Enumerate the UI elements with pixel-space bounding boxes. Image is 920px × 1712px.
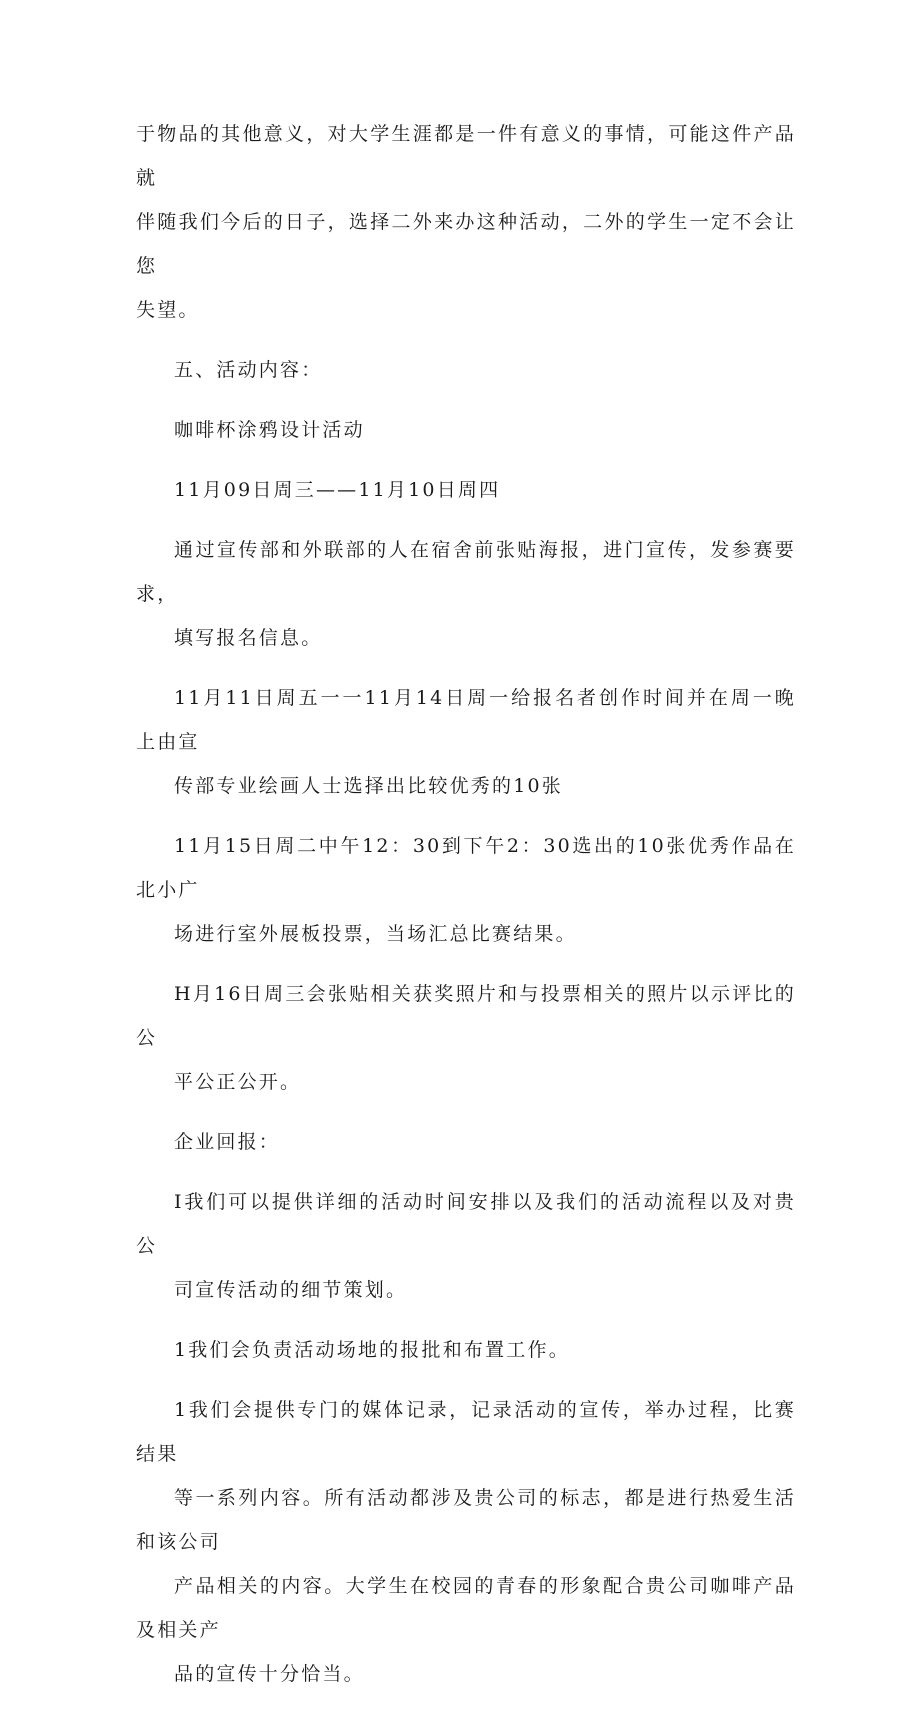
text-line: 五、活动内容：	[174, 359, 323, 381]
text-line: 企业回报：	[174, 1131, 281, 1153]
text-line: 11月15日周二中午12：30到下午2：30选出的10张优秀作品在北小广	[136, 835, 796, 901]
text-line: 品的宣传十分恰当。	[174, 1663, 365, 1685]
text-line: 司宣传活动的细节策划。	[174, 1279, 408, 1301]
text-line: 11月11日周五一一11月14日周一给报名者创作时间并在周一晚上由宣	[136, 687, 796, 753]
text-line: 1我们会提供专门的媒体记录，记录活动的宣传，举办过程，比赛结果	[136, 1399, 796, 1465]
text-line: 等一系列内容。所有活动都涉及贵公司的标志，都是进行热爱生活和该公司	[136, 1487, 796, 1553]
paragraph-intro-continuation	[136, 112, 796, 332]
text-line: 咖啡杯涂鸦设计活动	[174, 419, 365, 441]
paragraph-return-venue	[136, 1328, 796, 1372]
document-body	[136, 112, 796, 1712]
text-line: 伴随我们今后的日子，选择二外来办这种活动，二外的学生一定不会让您	[136, 211, 796, 277]
text-line: 通过宣传部和外联部的人在宿舍前张贴海报，进门宣传，发参赛要求，	[136, 539, 796, 605]
paragraph-return-media	[136, 1388, 796, 1696]
text-line: 11月09日周三——11月10日周四	[174, 479, 501, 501]
paragraph-results-posting	[136, 972, 796, 1104]
text-line: 失望。	[136, 299, 200, 321]
text-line: 场进行室外展板投票，当场汇总比赛结果。	[174, 923, 577, 945]
activity-date-range	[136, 468, 796, 512]
activity-title	[136, 408, 796, 452]
text-line: H月16日周三会张贴相关获奖照片和与投票相关的照片以示评比的公	[136, 983, 796, 1049]
text-line: 于物品的其他意义，对大学生涯都是一件有意义的事情，可能这件产品就	[136, 123, 796, 189]
paragraph-return-schedule	[136, 1180, 796, 1312]
text-line: 填写报名信息。	[174, 627, 323, 649]
paragraph-promotion	[136, 528, 796, 660]
section-heading-corporate-return	[136, 1120, 796, 1164]
text-line: 平公正公开。	[174, 1071, 302, 1093]
text-line: I我们可以提供详细的活动时间安排以及我们的活动流程以及对贵公	[136, 1191, 796, 1257]
text-line: 传部专业绘画人士选择出比较优秀的10张	[174, 775, 563, 797]
paragraph-voting	[136, 824, 796, 956]
section-heading-activity-content	[136, 348, 796, 392]
text-line: 产品相关的内容。大学生在校园的青春的形象配合贵公司咖啡产品及相关产	[136, 1575, 796, 1641]
text-line: 1我们会负责活动场地的报批和布置工作。	[174, 1339, 570, 1361]
paragraph-creation-period	[136, 676, 796, 808]
